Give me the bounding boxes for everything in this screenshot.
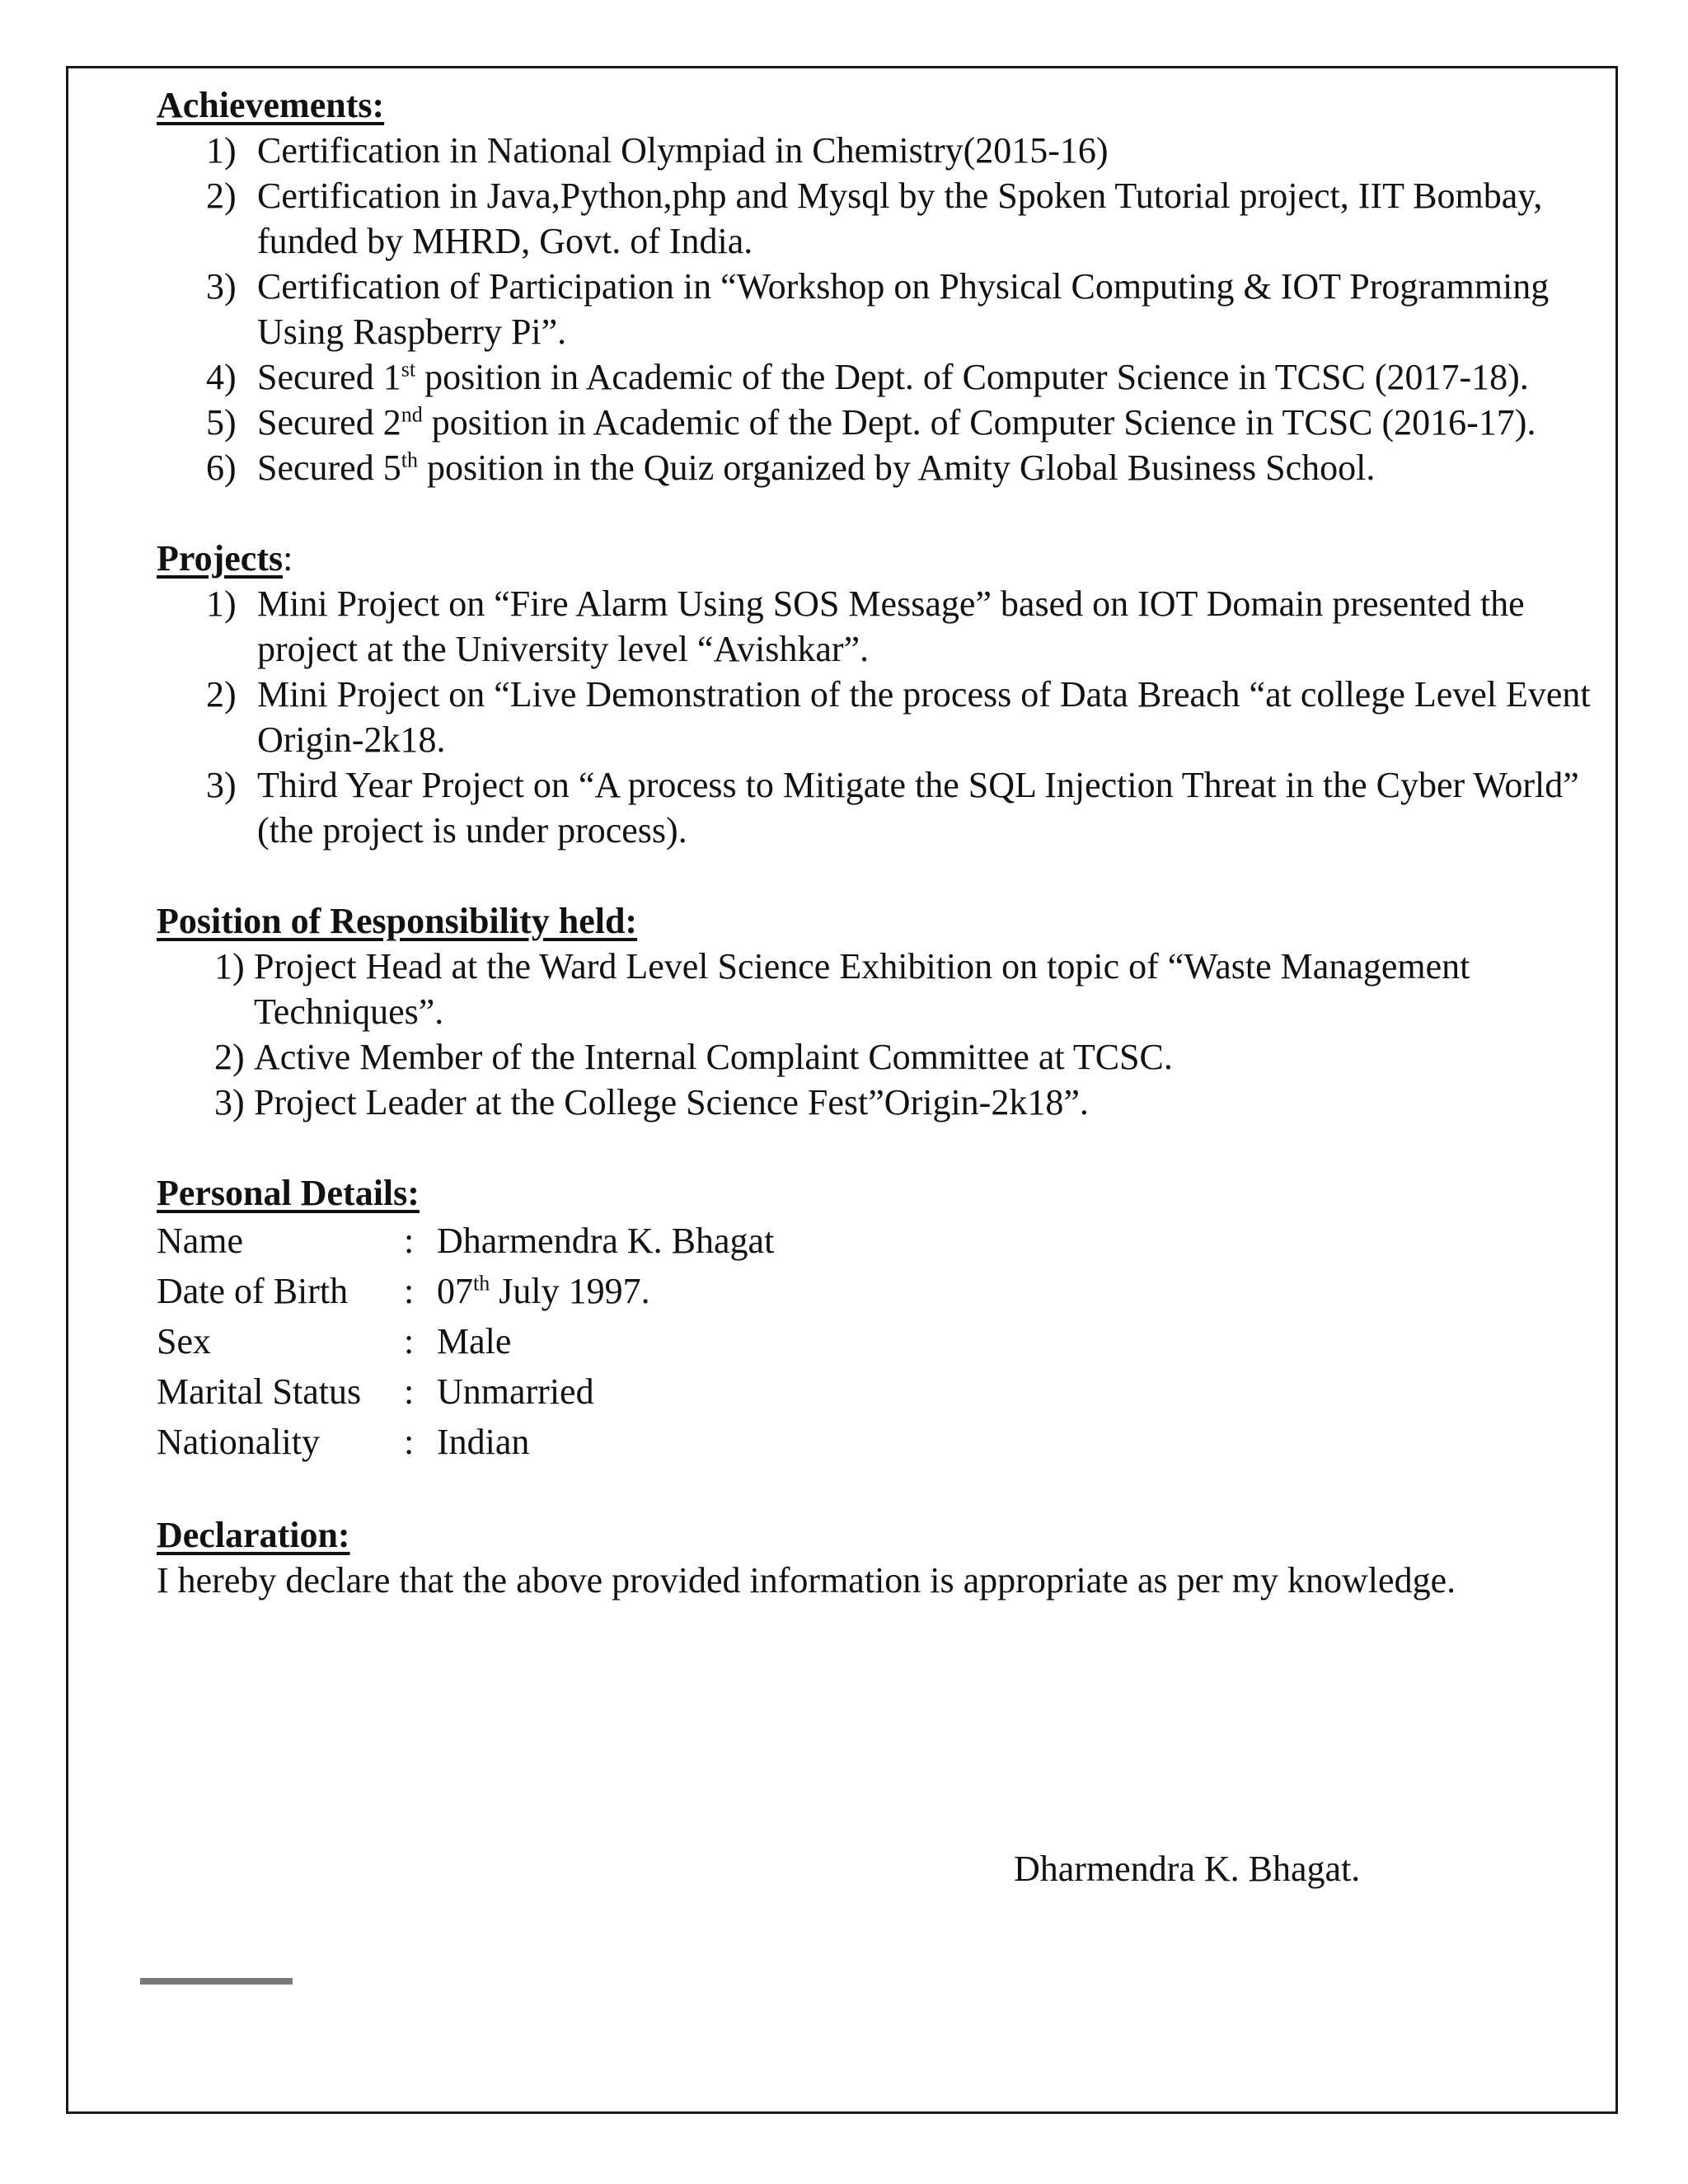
item-text: Mini Project on “Live Demonstration of the process of Data Breach “at college Level Event Origin-2k18. <box>257 674 1591 760</box>
list-item <box>157 1080 1607 1125</box>
declaration-heading: Declaration: <box>157 1515 350 1555</box>
item-number: 4) <box>206 357 237 397</box>
list-item <box>157 581 1607 672</box>
item-number: 1) <box>206 583 237 624</box>
item-number: 6) <box>206 448 237 488</box>
projects-heading: Projects <box>157 538 284 579</box>
list-item <box>157 1034 1607 1080</box>
item-number: 5) <box>206 402 237 443</box>
footer-divider <box>140 1978 293 1985</box>
item-number: 3) <box>206 266 237 307</box>
list-item <box>157 944 1607 1034</box>
detail-colon: : <box>404 1321 415 1361</box>
achievements-list <box>157 128 1607 490</box>
detail-label: Marital Status <box>157 1371 362 1412</box>
item-text: Certification in Java,Python,php and Mysql by the Spoken Tutorial project, IIT Bombay, funded by MHRD, Govt. of India. <box>257 176 1543 261</box>
ordinal-suffix: nd <box>401 402 423 427</box>
item-text: Certification in National Olympiad in Chemistry(2015-16) <box>257 130 1109 171</box>
achievements-heading: Achievements: <box>157 85 385 125</box>
signature-name: Dharmendra K. Bhagat. <box>1014 1849 1361 1889</box>
responsibility-list <box>157 944 1607 1125</box>
item-text: Project Head at the Ward Level Science Exhibition on topic of “Waste Management Techniques”. <box>254 946 1470 1032</box>
item-text-end: position in the Quiz organized by Amity Global Business School. <box>417 448 1376 488</box>
item-text-start: Secured 5 <box>257 448 401 488</box>
detail-value: Indian <box>437 1422 530 1462</box>
item-text: Certification of Participation in “Workshop on Physical Computing & IOT Programming Using Raspberry Pi”. <box>257 266 1550 352</box>
item-number: 1) <box>214 946 245 987</box>
item-number: 1) <box>206 130 237 171</box>
personal-details-section <box>157 1170 1607 1467</box>
detail-row-marital-status <box>157 1366 1607 1417</box>
responsibility-heading: Position of Responsibility held: <box>157 901 638 941</box>
resume-content <box>157 82 1607 1648</box>
projects-heading-colon: : <box>283 538 293 579</box>
personal-details-heading: Personal Details: <box>157 1173 420 1213</box>
detail-label: Date of Birth <box>157 1271 349 1311</box>
list-item <box>157 173 1607 264</box>
item-text-end: position in Academic of the Dept. of Computer Science in TCSC (2017-18). <box>415 357 1529 397</box>
detail-row-sex <box>157 1316 1607 1366</box>
detail-value: Dharmendra K. Bhagat <box>437 1221 775 1261</box>
detail-value: Male <box>437 1321 512 1361</box>
list-item <box>157 445 1607 490</box>
item-text-start: Secured 1 <box>257 357 401 397</box>
achievements-section <box>157 82 1607 490</box>
item-text: Active Member of the Internal Complaint Committee at TCSC. <box>254 1037 1173 1077</box>
detail-colon: : <box>404 1221 415 1261</box>
dob-day: 07 <box>437 1271 473 1311</box>
ordinal-suffix: th <box>473 1271 490 1296</box>
item-text: Project Leader at the College Science Fest”Origin-2k18”. <box>254 1082 1089 1122</box>
projects-list <box>157 581 1607 853</box>
list-item <box>157 354 1607 400</box>
ordinal-suffix: th <box>401 448 418 472</box>
detail-colon: : <box>404 1371 415 1412</box>
item-number: 3) <box>206 765 237 805</box>
declaration-section <box>157 1512 1607 1603</box>
detail-row-name <box>157 1216 1607 1266</box>
detail-label: Nationality <box>157 1422 320 1462</box>
detail-colon: : <box>404 1422 415 1462</box>
declaration-text: I hereby declare that the above provided information is appropriate as per my knowledge. <box>157 1560 1456 1601</box>
projects-section <box>157 536 1607 853</box>
detail-row-nationality <box>157 1417 1607 1467</box>
item-text: Mini Project on “Fire Alarm Using SOS Message” based on IOT Domain presented the project at the University level “Avishkar”. <box>257 583 1525 669</box>
item-text-end: position in Academic of the Dept. of Computer Science in TCSC (2016-17). <box>422 402 1536 443</box>
list-item <box>157 400 1607 445</box>
list-item <box>157 672 1607 762</box>
item-text: Third Year Project on “A process to Mitigate the SQL Injection Threat in the Cyber World” (the project is under process). <box>257 765 1579 851</box>
projects-heading-line <box>157 536 1607 581</box>
detail-value: Unmarried <box>437 1371 594 1412</box>
item-number: 3) <box>214 1082 245 1122</box>
item-number: 2) <box>214 1037 245 1077</box>
detail-value <box>437 1266 650 1316</box>
detail-label: Sex <box>157 1321 211 1361</box>
detail-row-dob <box>157 1266 1607 1316</box>
dob-rest: July 1997. <box>490 1271 650 1311</box>
list-item <box>157 264 1607 354</box>
responsibility-section <box>157 898 1607 1125</box>
detail-colon: : <box>404 1271 415 1311</box>
item-number: 2) <box>206 176 237 216</box>
item-text-start: Secured 2 <box>257 402 401 443</box>
item-number: 2) <box>206 674 237 715</box>
detail-label: Name <box>157 1221 244 1261</box>
list-item <box>157 128 1607 173</box>
list-item <box>157 762 1607 853</box>
ordinal-suffix: st <box>401 357 416 382</box>
